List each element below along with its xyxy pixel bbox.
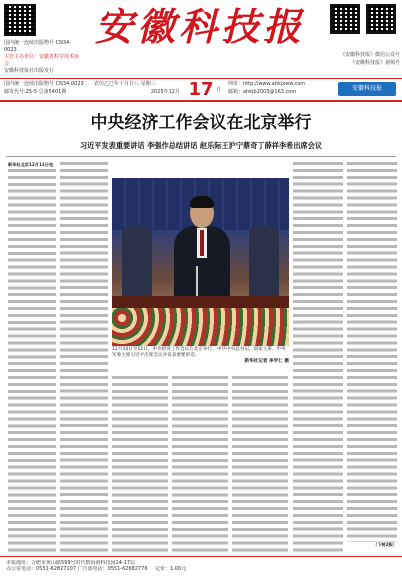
text-lines [8, 169, 56, 552]
issue-day [186, 79, 216, 101]
lunar-date: 农历乙巳年十月廿八 星期三 [94, 81, 156, 87]
body-column-1 [8, 162, 56, 552]
photo-caption [112, 347, 289, 366]
body-column-5 [232, 376, 288, 552]
footer-phones-price [6, 566, 396, 572]
text-lines [60, 162, 108, 552]
qr-code-left [4, 4, 36, 36]
sub-headline: 习近平发表重要讲话 李强作总结讲话 赵乐际王沪宁蔡奇丁薛祥李希出席会议 [79, 141, 323, 150]
pub-number: 国内统一连续出版物号 CN34-0023 [4, 81, 84, 87]
masthead-title: 安徽科技报 [94, 4, 305, 49]
speaker-figure [174, 198, 230, 306]
right-label-2: 《安徽科技报》视频号 [349, 60, 400, 66]
website-link[interactable]: 网址：http://www.ahkjxww.com [228, 81, 306, 87]
footer-phones: 办公室电话：0551-62827107 广告部电话：0551-62682776 [6, 566, 148, 572]
continued-note: （下转2版） [373, 542, 397, 547]
email-link[interactable]: 邮箱：ahkjb2003@163.com [228, 89, 297, 95]
body-column-6 [293, 162, 343, 552]
section-tag-label: 安徽科技报 [351, 85, 382, 92]
left-line-2: 主管主办单位：安徽省科学技术协会 [4, 54, 80, 67]
left-line-3: 安徽科技报社出版发行 [4, 68, 55, 74]
year-month: 2025年12月 [150, 89, 180, 95]
footer-bar [0, 556, 402, 576]
headline-rule [6, 156, 396, 157]
issue-info-bar [0, 78, 402, 102]
caption-text: 12月10日至11日，中央经济工作会议在北京举行。中共中央总书记、国家主席、中央军委主席习近平出席会议并发表重要讲话。 [112, 347, 286, 359]
footer-price: 定价：1.00元 [155, 566, 187, 572]
body-column-7 [347, 162, 397, 552]
flower-arrangement [112, 308, 289, 346]
main-headline: 中央经济工作会议在北京举行 [90, 113, 312, 133]
left-line-1: 国内统一连续出版物号 CN34-0023 [4, 40, 71, 53]
dateline: 新华社北京12月11日电 [8, 162, 54, 167]
post-code: 邮发代号:25-5 总第5401期 [4, 89, 67, 95]
body-column-2 [60, 162, 108, 552]
header-left-text [4, 40, 80, 75]
qr-code-video [366, 4, 396, 34]
news-photo [112, 178, 289, 346]
right-label-1: 《安徽科技报》微信公众号 [339, 52, 400, 58]
photo-credit: 新华社记者 李学仁 摄 [244, 359, 289, 365]
body-column-3 [112, 376, 168, 552]
day-suffix: 日 [216, 87, 222, 93]
qr-code-wechat [330, 4, 360, 34]
footer-address: 本报地址：合肥市黄山路599号时代数码港科技园14-17层 [6, 560, 136, 566]
day-number: 17 [188, 79, 214, 100]
body-column-4 [172, 376, 228, 552]
microphone [196, 266, 198, 296]
section-tag [338, 82, 396, 96]
